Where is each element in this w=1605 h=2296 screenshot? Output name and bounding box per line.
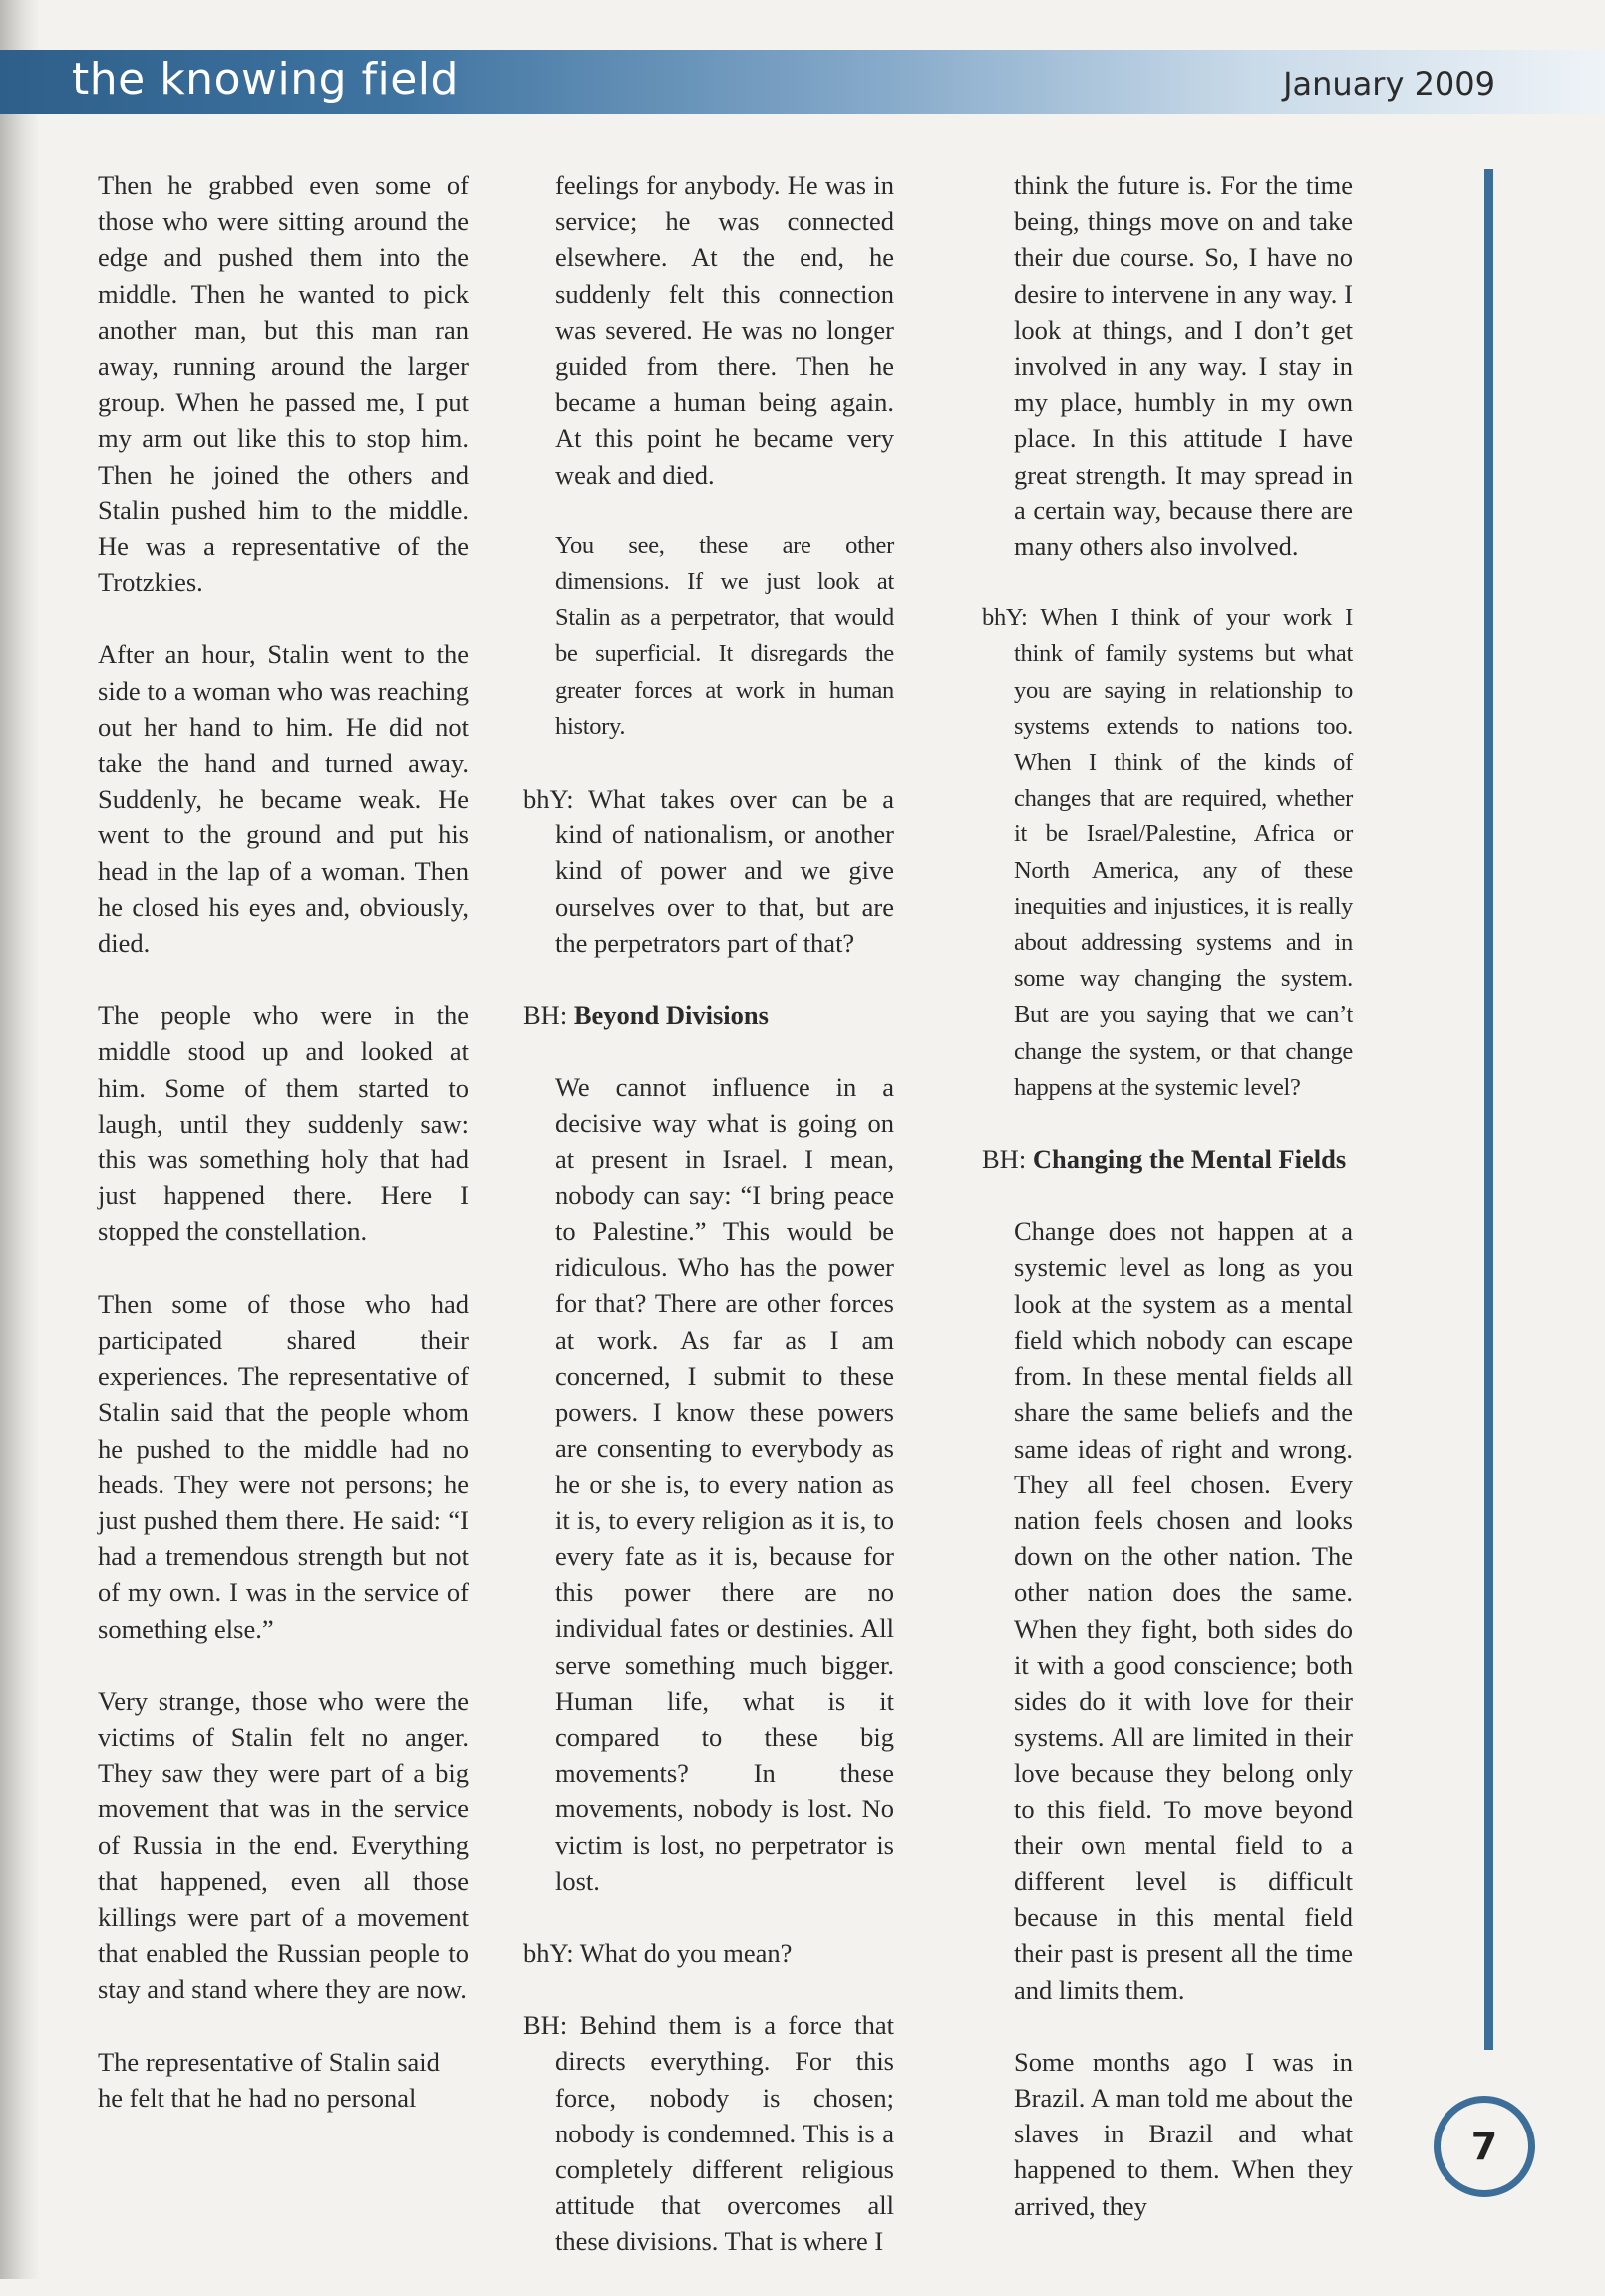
page-number: 7	[1470, 2125, 1498, 2168]
column-2	[523, 167, 894, 2296]
speaker-label: bhY:	[982, 604, 1028, 632]
side-accent-bar	[1484, 169, 1493, 2050]
paragraph: After an hour, Stalin went to the side to a woman who was reaching out her hand to him. He did not take the hand and turned away. Suddenly, he became weak. He went to the ground and put his head in the lap of a woman. Then he closed his eyes and, obviously, died.	[98, 639, 469, 959]
paragraph: Then he grabbed even some of those who were sitting around the edge and pushed them into the middle. Then he wanted to pick another man, but this man ran away, running around the larger group. When he passed me, I put my arm out like this to stop him. Then he joined the others and Stalin pushed him to the middle. He was a representative of the Trotzkies.	[98, 170, 469, 598]
issue-date: January 2009	[1283, 65, 1495, 103]
question-text: What takes over can be a kind of nationalism, or another kind of power and we give ourselves over to that, but are the perpetrators part of that?	[555, 784, 894, 958]
paragraph: Very strange, those who were the victims of Stalin felt no anger. They saw they were part of a big movement that was in the service of Russia in the end. Everything that happened, even all those killings were part of a movement that enabled the Russian people to stay and stand where they are now.	[98, 1685, 469, 2005]
magazine-title: the knowing field	[72, 54, 459, 105]
section-heading	[982, 1142, 1353, 1177]
question-text: What do you mean?	[579, 1937, 793, 1968]
binding-shadow	[0, 0, 40, 2279]
paragraph: Change does not happen at a systemic level as long as you look at the system as a mental field which nobody can escape from. In these mental fields all share the same beliefs and the same ideas of right and wrong. They all feel chosen. Every nation feels chosen and looks down on the other nation. The other nation does the same. When they fight, both sides do it with a good conscience; both sides do it with love for their systems. All are limited in their love because they belong only to this field. To move beyond their own mental field to a different level is difficult because in this mental field their past is present all the time and limits them.	[1014, 1216, 1353, 2005]
paragraph: We cannot influence in a decisive way what is going on at present in Israel. I mean, nobody can say: “I bring peace to Palestine.” This would be ridiculous. Who has the power for that? There are other forces at work. As far as I am concerned, I submit to these powers. I know these powers are consenting to everybody as he or she is, to every nation as it is, to every religion as it is, to every fate as it is, because for this power there are no individual fates or destinies. All serve something much bigger. Human life, what is it compared to these big movements? In these movements, nobody is lost. No victim is lost, no perpetrator is lost.	[555, 1072, 894, 1896]
question	[523, 781, 894, 961]
paragraph: think the future is. For the time being, things move on and take their due course. So, I have no desire to intervene in any way. I look at things, and I don’t get involved in any way. I stay in my place, humbly in my own place. In this attitude I have great strength. It may spread in a certain way, because there are many others also involved.	[1014, 170, 1353, 562]
paragraph: Some months ago I was in Brazil. A man told me about the slaves in Brazil and what happened to them. When they arrived, they	[1014, 2046, 1353, 2221]
speaker-label: bhY:	[523, 784, 574, 815]
question	[523, 1935, 894, 1971]
speaker-label: BH:	[523, 2010, 568, 2041]
paragraph: feelings for anybody. He was in service; he was connected elsewhere. At the end, he suddenly felt this connection was severed. He was no longer guided from there. Then he became a human being again. At this point he became very weak and died.	[555, 170, 894, 490]
speaker-label: BH:	[982, 1145, 1027, 1175]
answer	[523, 2007, 894, 2259]
speaker-label: BH:	[523, 1000, 568, 1031]
section-title: Beyond Divisions	[573, 1000, 769, 1031]
section-heading	[523, 997, 894, 1033]
section-title: Changing the Mental Fields	[1032, 1145, 1347, 1175]
answer-text: Behind them is a force that directs everything. For this force, nobody is chosen; nobody is condemned. This is a completely different religious attitude that overcomes all these divisions. That is where I	[555, 2010, 895, 2257]
speaker-label: bhY:	[523, 1937, 574, 1968]
paragraph: Then some of those who had participated shared their experiences. The representative of Stalin said that the people whom he pushed to the middle had no heads. They were not persons; he just pushed them there. He said: “I had a tremendous strength but not of my own. I was in the service of something else.”	[98, 1288, 469, 1644]
paragraph: The representative of Stalin said he felt that he had no personal	[98, 2046, 440, 2113]
column-1	[98, 167, 469, 2151]
paragraph: You see, these are other dimensions. If we just look at Stalin as a perpetrator, that would be superficial. It disregards the greater forces at work in human history.	[555, 531, 894, 740]
column-3	[982, 167, 1353, 2260]
page-number-badge	[1434, 2096, 1535, 2197]
question-text: When I think of your work I think of family systems but what you are saying in relationship to systems extends to nations too. When I think of the kinds of changes that are required, whether it be Israel/Palestine, Africa or North America, any of these inequities and injustices, it is really about addressing systems and in some way changing the system. But are you saying that we can’t change the system, or that change happens at the systemic level?	[1014, 604, 1353, 1101]
paragraph: The people who were in the middle stood up and looked at him. Some of them started to laugh, until they suddenly saw: this was something holy that had just happened there. Here I stopped the constellation.	[98, 1000, 469, 1247]
question	[982, 600, 1353, 1106]
